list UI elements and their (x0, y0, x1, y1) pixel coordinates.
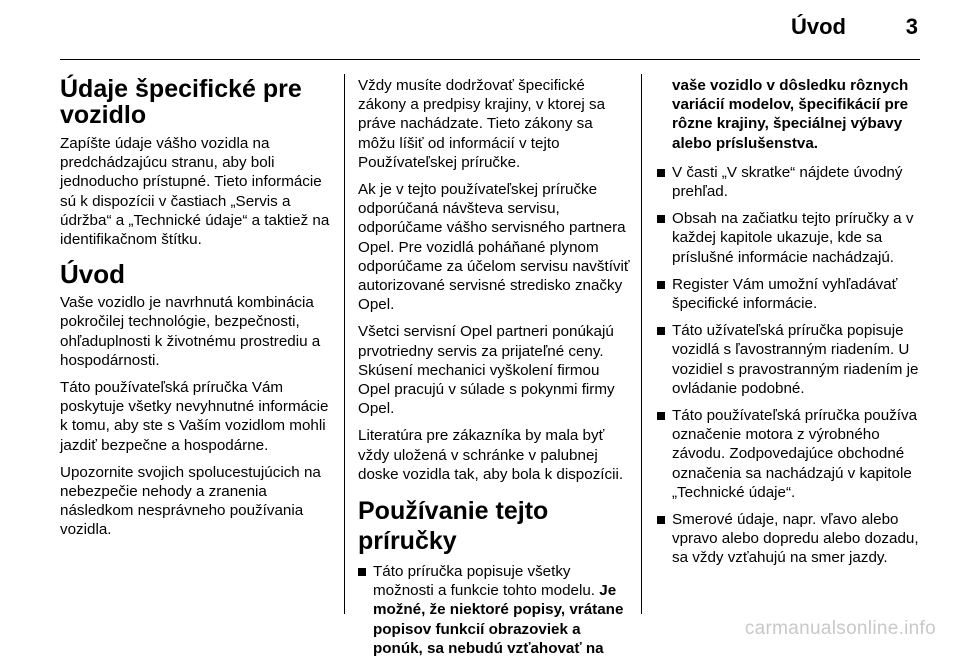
bullet-square-icon (358, 568, 366, 576)
paragraph: Táto používateľská príručka Vám poskytuje všetky nevyhnutné informácie k tomu, aby ste s Vaším vozidlom mohli jazdiť bezpečne a hospodárne. (60, 379, 329, 454)
paragraph: Ak je v tejto používateľskej príručke odporúčaná návšteva servisu, odporúčame vášho servisného partnera Opel. Pre vozidlá poháňané plynom odporúčame za účelom servisu navštíviť autorizované servisné stredisko značky Opel. (358, 181, 630, 314)
list-item (657, 209, 923, 267)
list-item-text: V časti „V skratke“ nájdete úvodný prehľad. (672, 163, 903, 201)
paragraph: Vždy musíte dodržovať špecifické zákony a predpisy krajiny, v ktorej sa práve nachádzate. Tieto zákony sa môžu líšiť od informácií v tejto Používateľskej príručke. (358, 77, 606, 171)
list-item (657, 163, 923, 201)
list-item (657, 275, 923, 313)
watermark: carmanualsonline.info (744, 618, 936, 639)
section-heading-intro: Úvod (60, 259, 125, 290)
section-heading-using-manual: Používanie tejto príručky (358, 497, 549, 556)
bullet-square-icon (657, 516, 665, 524)
list-item (657, 406, 923, 502)
column-divider-1 (344, 74, 345, 614)
column-2 (358, 76, 632, 666)
bullet-square-icon (657, 327, 665, 335)
list-item (657, 510, 923, 568)
bullet-list (657, 163, 923, 568)
list-item-continuation: vaše vozidlo v dôsledku rôznych variácií modelov, špecifikácií pre rôzne krajiny, špeciálnej výbavy alebo príslušenstva. (672, 77, 909, 152)
header-divider (60, 59, 920, 60)
list-item-text: Obsah na začiatku tejto príručky a v každej kapitole ukazuje, kde sa príslušné informácie nachádzajú. (672, 210, 914, 266)
paragraph: Vaše vozidlo je navrhnutá kombinácia pokročilej technológie, bezpečnosti, ohľaduplnosti k životnému prostrediu a hospodárnosti. (60, 294, 321, 369)
section-heading-vehicle-data: Údaje špecifické pre vozidlo (60, 75, 302, 129)
paragraph: Všetci servisní Opel partneri ponúkajú prvotriedny servis za prijateľné ceny. Skúsení mechanici vyškolení firmou Opel pracujú v súlade s pokynmi firmy Opel. (358, 323, 615, 418)
list-item-text: Táto používateľská príručka používa označenie motora z výrobného závodu. Zodpovedajúce obchodné označenia sa nachádzajú v kapitole „Technické údaje“. (672, 407, 918, 501)
page-number: 3 (905, 14, 918, 39)
header-title: Úvod (791, 14, 846, 39)
list-item-text: Smerové údaje, napr. vľavo alebo vpravo alebo dopredu alebo dozadu, sa vždy vzťahujú na smer jazdy. (672, 511, 919, 567)
paragraph: Zapíšte údaje vášho vozidla na predchádzajúcu stranu, aby boli jednoducho prístupné. Tieto informácie sú k dispozícii v častiach „Servis a údržba“ a „Technické údaje“ a taktiež na identifikačnom štítku. (60, 135, 330, 249)
column-1 (60, 76, 338, 548)
column-3 (657, 76, 923, 576)
list-item (657, 321, 923, 398)
column-divider-2 (641, 74, 642, 614)
list-item-text: Register Vám umožní vyhľadávať špecifické informácie. (672, 275, 898, 313)
bullet-square-icon (657, 412, 665, 420)
bullet-square-icon (657, 215, 665, 223)
list-item-bold-text: Je možné, že niektoré popisy, vrátane popisov funkcií obrazoviek a ponúk, sa nebudú vzťahovať na (373, 582, 624, 657)
list-item-text: Táto užívateľská príručka popisuje vozidlá s ľavostranným riadením. U vozidiel s pravostranným riadením je ovládanie podobné. (672, 322, 919, 397)
bullet-square-icon (657, 281, 665, 289)
bullet-square-icon (657, 169, 665, 177)
paragraph: Literatúra pre zákazníka by mala byť vždy uložená v schránke v palubnej doske vozidla tak, aby bola k dispozícii. (358, 427, 624, 483)
bullet-list (358, 562, 632, 658)
paragraph: Upozornite svojich spolucestujúcich na nebezpečie nehody a zranenia následkom nesprávneho používania vozidla. (60, 463, 321, 539)
list-item-text: Táto príručka popisuje všetky možnosti a funkcie tohto modelu. (373, 563, 596, 600)
list-item (358, 562, 632, 658)
